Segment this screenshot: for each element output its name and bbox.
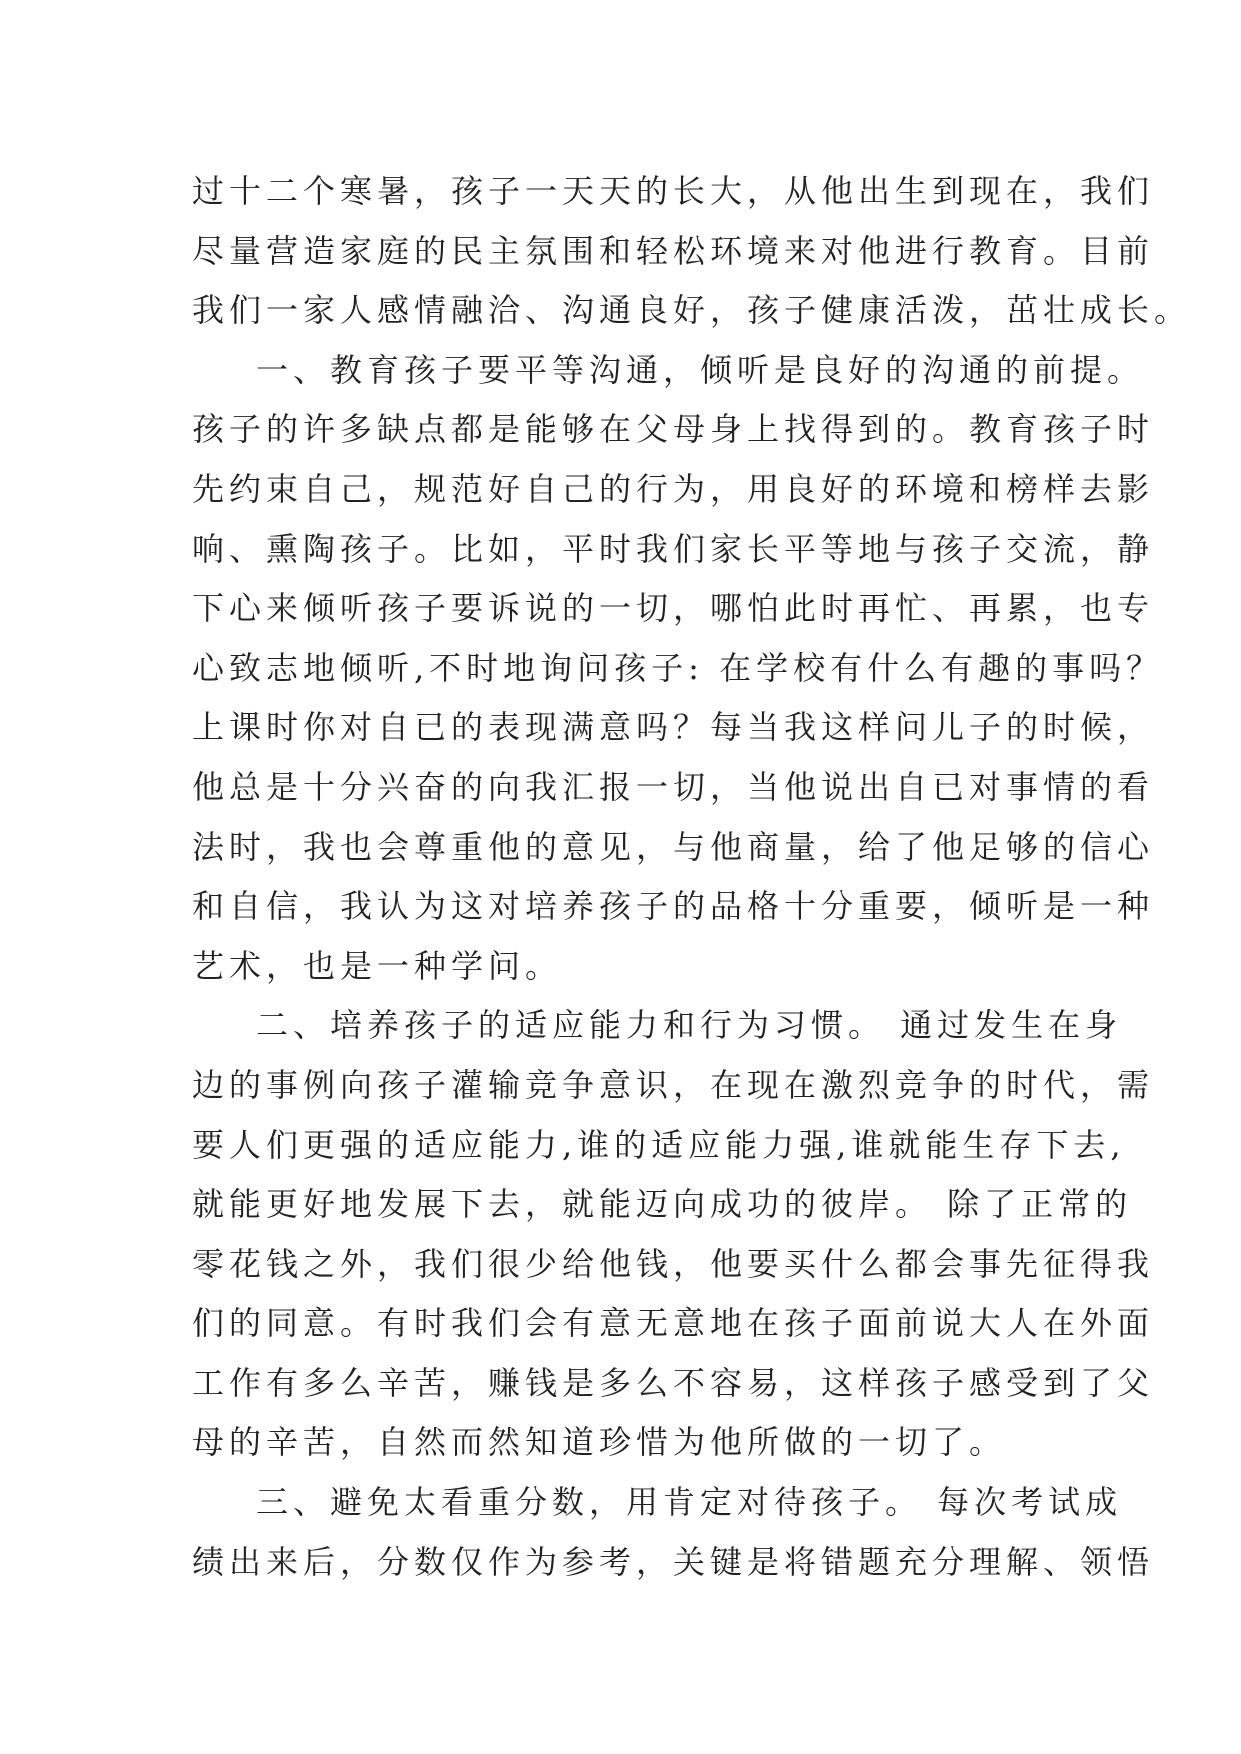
section-heading-3: 三、避免太看重分数，用肯定对待孩子。 每次考试成 [256,1483,1123,1522]
text-line: 过十二个寒暑，孩子一天天的长大，从他出生到现在，我们 [192,172,1155,210]
document-page [192,162,1192,1592]
text-line: 母的辛苦，自然而然知道珍惜为他所做的一切了。 [192,1423,1007,1462]
text-line: 上课时你对自已的表现满意吗？每当我这样问儿子的时候， [192,708,1155,747]
text-line: 零花钱之外，我们很少给他钱，他要买什么都会事先征得我 [192,1244,1155,1283]
text-line: 绩出来后，分数仅作为参考，关键是将错题充分理解、领悟 [192,1542,1155,1581]
text-line: 孩子的许多缺点都是能够在父母身上找得到的。教育孩子时 [192,410,1155,449]
section-heading-2: 二、培养孩子的适应能力和行为习惯。 通过发生在身 [256,1006,1123,1045]
text-line: 工作有多么辛苦，赚钱是多么不容易，这样孩子感受到了父 [192,1363,1155,1402]
text-line: 响、熏陶孩子。比如，平时我们家长平等地与孩子交流，静 [192,529,1155,568]
text-line: 要人们更强的适应能力,谁的适应能力强,谁就能生存下去, [192,1125,1126,1164]
text-line: 们的同意。有时我们会有意无意地在孩子面前说大人在外面 [192,1304,1155,1343]
text-line: 心致志地倾听,不时地询问孩子: 在学校有什么有趣的事吗？ [192,648,1164,687]
text-line: 我们一家人感情融洽、沟通良好，孩子健康活泼，茁壮成长。 [192,291,1192,330]
text-line: 和自信，我认为这对培养孩子的品格十分重要，倾听是一种 [192,887,1155,926]
text-line: 艺术，也是一种学问。 [192,946,563,985]
text-line: 先约束自己，规范好自己的行为，用良好的环境和榜样去影 [192,469,1155,508]
text-line: 边的事例向孩子灌输竞争意识，在现在激烈竞争的时代，需 [192,1065,1155,1104]
text-line: 他总是十分兴奋的向我汇报一切，当他说出自已对事情的看 [192,767,1155,806]
text-line: 就能更好地发展下去，就能迈向成功的彼岸。 除了正常的 [192,1185,1133,1224]
text-line: 法时，我也会尊重他的意见，与他商量，给了他足够的信心 [192,827,1155,866]
text-line: 尽量营造家庭的民主氛围和轻松环境来对他进行教育。目前 [192,231,1155,270]
text-line: 下心来倾听孩子要诉说的一切，哪怕此时再忙、再累，也专 [192,589,1155,628]
section-heading-1: 一、教育孩子要平等沟通，倾听是良好的沟通的前提。 [256,350,1145,389]
